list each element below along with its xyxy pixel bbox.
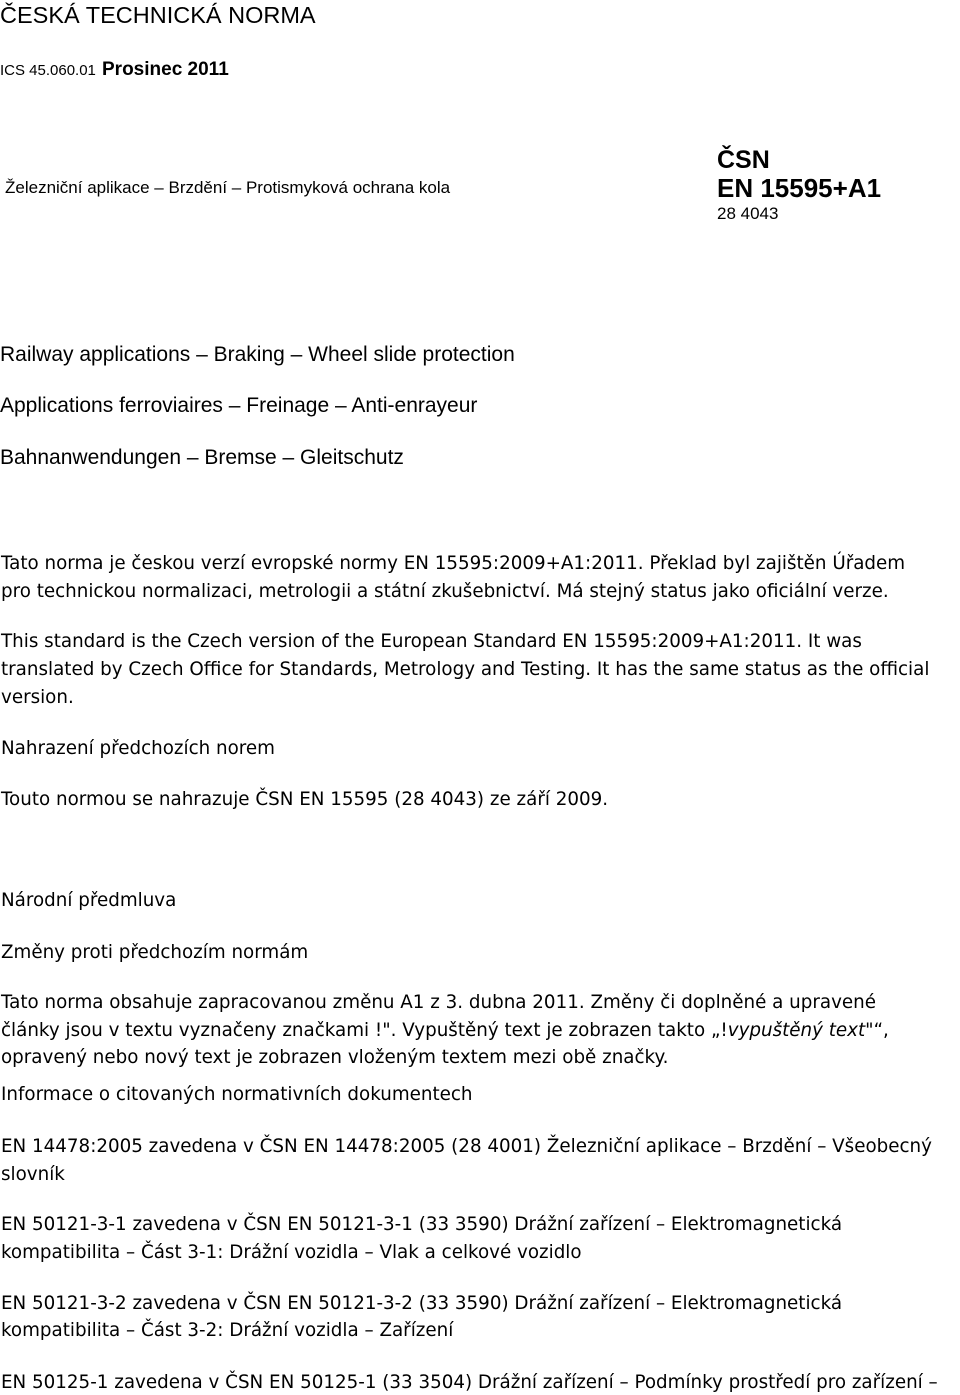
reference-line: EN 50121-3-1 zavedena v ČSN EN 50121-3-1 (33 3590) Drážní zařízení – Elektromagnetická (1, 1214, 843, 1235)
line-text: články jsou v textu vyznačeny značkami !". Vypuštěný text je zobrazen takto „! (1, 1020, 728, 1041)
paragraph-line: translated by Czech Office for Standards, Metrology and Testing. It has the same status as the official (1, 659, 930, 680)
french-title: Applications ferroviaires – Freinage – Anti-enrayeur (0, 394, 478, 417)
subsection-heading: Změny proti předchozím normám (1, 942, 309, 963)
section-heading: Národní předmluva (1, 890, 177, 911)
ics-code: ICS 45.060.01 (0, 62, 96, 79)
standard-number: EN 15595+A1 (717, 173, 882, 203)
reference-line: slovník (1, 1164, 65, 1185)
paragraph-line: opravený nebo nový text je zobrazen vloženým textem mezi obě značky. (1, 1047, 669, 1068)
paragraph-line (1, 1020, 889, 1042)
german-title: Bahnanwendungen – Bremse – Gleitschutz (0, 446, 404, 469)
reference-line: kompatibilita – Část 3-1: Drážní vozidla – Vlak a celkové vozidlo (1, 1242, 582, 1263)
paragraph-line: version. (1, 687, 74, 708)
reference-line: kompatibilita – Část 3-2: Drážní vozidla – Zařízení (1, 1320, 454, 1341)
classification-number: 28 4043 (717, 204, 779, 223)
paragraph-line: Tato norma je českou verzí evropské normy EN 15595:2009+A1:2011. Překlad byl zajištěn Úřadem (1, 553, 906, 574)
english-title: Railway applications – Braking – Wheel slide protection (0, 343, 515, 366)
italic-example-text: vypuštěný text (727, 1020, 866, 1041)
csn-label: ČSN (717, 146, 770, 174)
reference-line: EN 50121-3-2 zavedena v ČSN EN 50121-3-2 (33 3590) Drážní zařízení – Elektromagnetická (1, 1293, 843, 1314)
reference-line: EN 14478:2005 zavedena v ČSN EN 14478:2005 (28 4001) Železniční aplikace – Brzdění – Všeobecný (1, 1136, 932, 1157)
paragraph-line: Tato norma obsahuje zapracovanou změnu A1 z 3. dubna 2011. Změny či doplněné a upravené (1, 992, 876, 1013)
issue-date: Prosinec 2011 (102, 59, 229, 80)
section-heading: Nahrazení předchozích norem (1, 738, 275, 759)
paragraph-line: pro technickou normalizaci, metrologii a státní zkušebnictví. Má stejný status jako oficiální verze. (1, 581, 889, 602)
reference-line: EN 50125-1 zavedena v ČSN EN 50125-1 (33 3504) Drážní zařízení – Podmínky prostředí pro zařízení – (1, 1372, 938, 1393)
subsection-heading: Informace o citovaných normativních dokumentech (1, 1084, 473, 1105)
czech-title: Železniční aplikace – Brzdění – Protismyková ochrana kola (5, 178, 451, 197)
paragraph-line: Touto normou se nahrazuje ČSN EN 15595 (28 4043) ze září 2009. (1, 789, 609, 810)
line-text: "“, (865, 1020, 889, 1041)
document-type-title: ČESKÁ TECHNICKÁ NORMA (0, 2, 316, 28)
paragraph-line: This standard is the Czech version of the European Standard EN 15595:2009+A1:2011. It was (1, 631, 862, 652)
